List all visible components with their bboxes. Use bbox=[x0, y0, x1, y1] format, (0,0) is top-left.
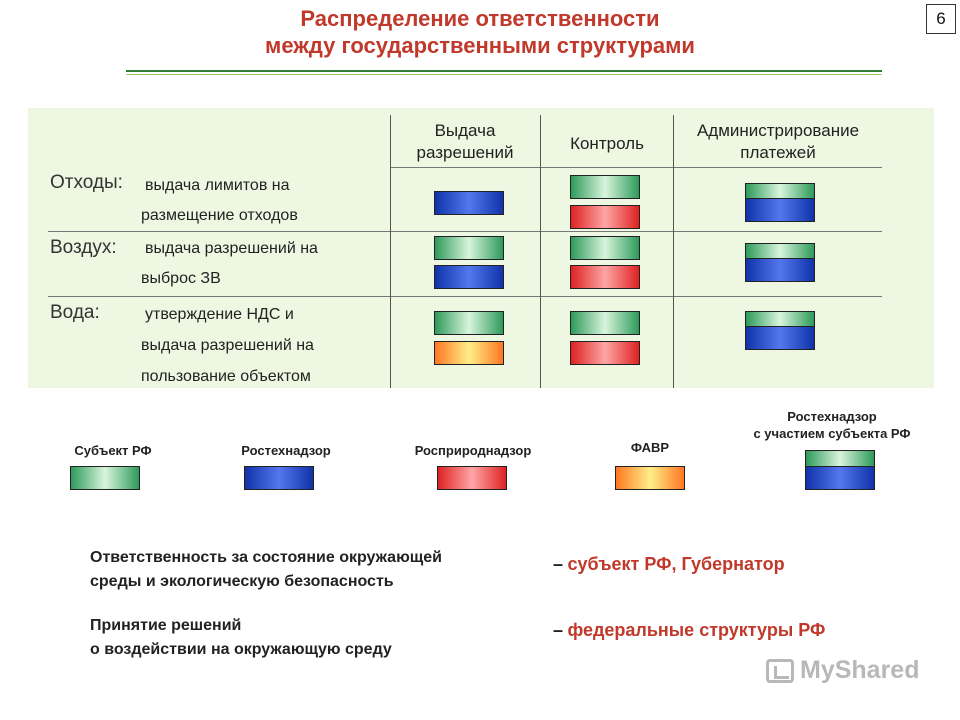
column-header-control: Контроль bbox=[570, 134, 644, 153]
responsibility-statement-environment bbox=[90, 546, 442, 594]
legend-label-line: Ростехнадзор bbox=[787, 409, 877, 424]
row-description-line: пользование объектом bbox=[141, 368, 311, 385]
responsibility-answer-decisions bbox=[553, 620, 825, 641]
row-description-line: утверждение НДС и bbox=[145, 306, 294, 323]
row-description-line: выдача разрешений на bbox=[141, 337, 314, 354]
favr-marker bbox=[434, 341, 504, 365]
statement-line: Принятие решений bbox=[90, 617, 242, 634]
subject-marker bbox=[570, 236, 640, 260]
rosprirodnadzor-marker bbox=[570, 341, 640, 365]
subject-marker bbox=[570, 175, 640, 199]
statement-line: Ответственность за состояние окружающей bbox=[90, 549, 442, 566]
chart-icon bbox=[766, 659, 794, 683]
title-underline bbox=[126, 70, 882, 72]
row-category: Отходы bbox=[50, 172, 118, 193]
header-divider bbox=[390, 167, 882, 168]
column-divider-1 bbox=[390, 115, 391, 388]
legend-swatch-favr bbox=[615, 466, 685, 490]
legend-label-rosprirodnadzor: Росприроднадзор bbox=[414, 443, 532, 458]
rostekhnadzor-with-subject-marker bbox=[745, 243, 815, 282]
responsibility-statement-decisions bbox=[90, 614, 392, 662]
subject-marker bbox=[434, 311, 504, 335]
legend-label-rostekhnadzor: Ростехнадзор bbox=[241, 443, 331, 458]
category-colon: : bbox=[117, 172, 123, 193]
column-header-payments: Администрирование платежей bbox=[696, 121, 860, 162]
dash: – bbox=[553, 620, 564, 640]
legend-label-favr: ФАВР bbox=[630, 440, 670, 455]
rostekhnadzor-marker bbox=[434, 265, 504, 289]
subject-marker bbox=[570, 311, 640, 335]
slide-title-line-1: Распределение ответственности bbox=[300, 6, 660, 31]
column-divider-3 bbox=[673, 115, 674, 388]
table-row-air bbox=[50, 237, 117, 259]
subject-marker bbox=[434, 236, 504, 260]
row-category: Воздух bbox=[50, 237, 112, 258]
column-header-issuance: Выдача разрешений bbox=[416, 121, 514, 162]
legend-swatch-rosprirodnadzor bbox=[437, 466, 507, 490]
legend-swatch-rostekhnadzor-with-subject bbox=[805, 450, 875, 490]
row-description-line: выдача лимитов на bbox=[145, 177, 290, 194]
statement-line: о воздействии на окружающую среду bbox=[90, 641, 392, 658]
slide-number: 6 bbox=[926, 4, 956, 34]
legend-label-subject: Субъект РФ bbox=[74, 443, 152, 458]
row-divider-2 bbox=[48, 296, 882, 297]
legend-swatch-rostekhnadzor bbox=[244, 466, 314, 490]
column-divider-2 bbox=[540, 115, 541, 388]
rosprirodnadzor-marker bbox=[570, 265, 640, 289]
answer-text: субъект РФ, Губернатор bbox=[567, 554, 785, 574]
slide-title-line-2: между государственными структурами bbox=[265, 33, 695, 58]
rosprirodnadzor-marker bbox=[570, 205, 640, 229]
watermark-text: MyShared bbox=[800, 656, 920, 684]
dash: – bbox=[553, 554, 564, 574]
row-description-line: размещение отходов bbox=[141, 207, 298, 224]
table-row-water bbox=[50, 302, 100, 324]
row-description-line: выдача разрешений на bbox=[145, 240, 318, 257]
legend-label-line: с участием субъекта РФ bbox=[753, 426, 911, 441]
table-row-waste bbox=[50, 172, 123, 194]
category-colon: : bbox=[111, 237, 117, 258]
row-category: Вода bbox=[50, 302, 95, 323]
rostekhnadzor-with-subject-marker bbox=[745, 311, 815, 350]
statement-line: среды и экологическую безопасность bbox=[90, 573, 394, 590]
row-description-line: выброс ЗВ bbox=[141, 270, 221, 287]
responsibility-answer-environment bbox=[553, 554, 785, 575]
watermark-logo bbox=[766, 656, 919, 688]
category-colon: : bbox=[94, 302, 100, 323]
rostekhnadzor-with-subject-marker bbox=[745, 183, 815, 222]
row-divider-1 bbox=[48, 231, 882, 232]
answer-text: федеральные структуры РФ bbox=[567, 620, 826, 640]
legend-label-rostekhnadzor-with-subject bbox=[722, 408, 942, 442]
legend-swatch-subject bbox=[70, 466, 140, 490]
rostekhnadzor-marker bbox=[434, 191, 504, 215]
title-underline-light bbox=[126, 74, 882, 75]
